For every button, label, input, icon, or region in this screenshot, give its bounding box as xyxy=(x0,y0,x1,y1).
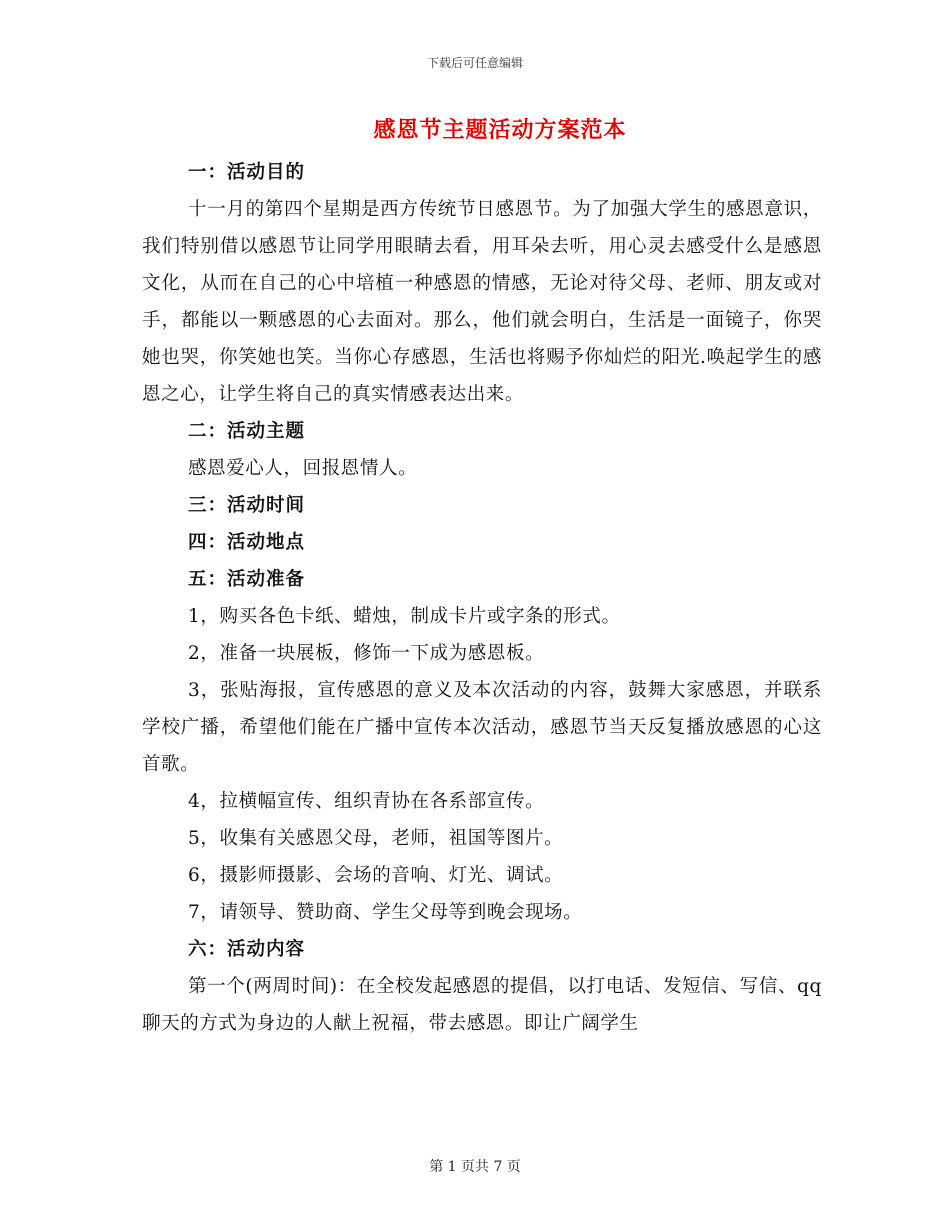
section-heading-location: 四：活动地点 xyxy=(188,532,306,553)
preparation-item: 5，收集有关感恩父母，老师，祖国等图片。 xyxy=(188,828,564,849)
preparation-item: 6，摄影师摄影、会场的音响、灯光、调试。 xyxy=(188,865,564,886)
preparation-item: 2，准备一块展板，修饰一下成为感恩板。 xyxy=(188,643,545,664)
content-paragraph: 第一个(两周时间)：在全校发起感恩的提倡，以打电话、发短信、写信、qq聊天的方式为身边的人献上祝福，带去感恩。即让广阔学生 xyxy=(142,976,822,1034)
section-heading-time: 三：活动时间 xyxy=(188,495,306,516)
section-heading-preparation: 五：活动准备 xyxy=(188,569,306,590)
preparation-item: 3，张贴海报，宣传感恩的意义及本次活动的内容，鼓舞大家感恩，并联系学校广播，希望他们能在广播中宣传本次活动，感恩节当天反复播放感恩的心这首歌。 xyxy=(142,680,822,775)
preparation-item: 7，请领导、赞助商、学生父母等到晚会现场。 xyxy=(188,902,583,923)
page-number: 第 1 页共 7 页 xyxy=(429,1159,521,1175)
section-heading-purpose: 一：活动目的 xyxy=(188,162,306,183)
preparation-item: 4，拉横幅宣传、组织青协在各系部宣传。 xyxy=(188,791,545,812)
header-note: 下载后可任意编辑 xyxy=(426,56,523,70)
purpose-paragraph: 十一月的第四个星期是西方传统节日感恩节。为了加强大学生的感恩意识，我们特别借以感恩节让同学用眼睛去看，用耳朵去听，用心灵去感受什么是感恩文化，从而在自己的心中培植一种感恩的情感，无论对待父母、老师、朋友或对手，都能以一颗感恩的心去面对。那么，他们就会明白，生活是一面镜子，你哭她也哭，你笑她也笑。当你心存感恩，生活也将赐予你灿烂的阳光.唤起学生的感恩之心，让学生将自己的真实情感表达出来。 xyxy=(142,199,822,405)
theme-paragraph: 感恩爱心人，回报恩情人。 xyxy=(188,458,418,479)
section-heading-theme: 二：活动主题 xyxy=(188,421,306,442)
document-title: 感恩节主题活动方案范本 xyxy=(373,117,627,143)
document-body xyxy=(142,154,822,1042)
preparation-item: 1，购买各色卡纸、蜡烛，制成卡片或字条的形式。 xyxy=(188,606,621,627)
section-heading-content: 六：活动内容 xyxy=(188,939,306,960)
